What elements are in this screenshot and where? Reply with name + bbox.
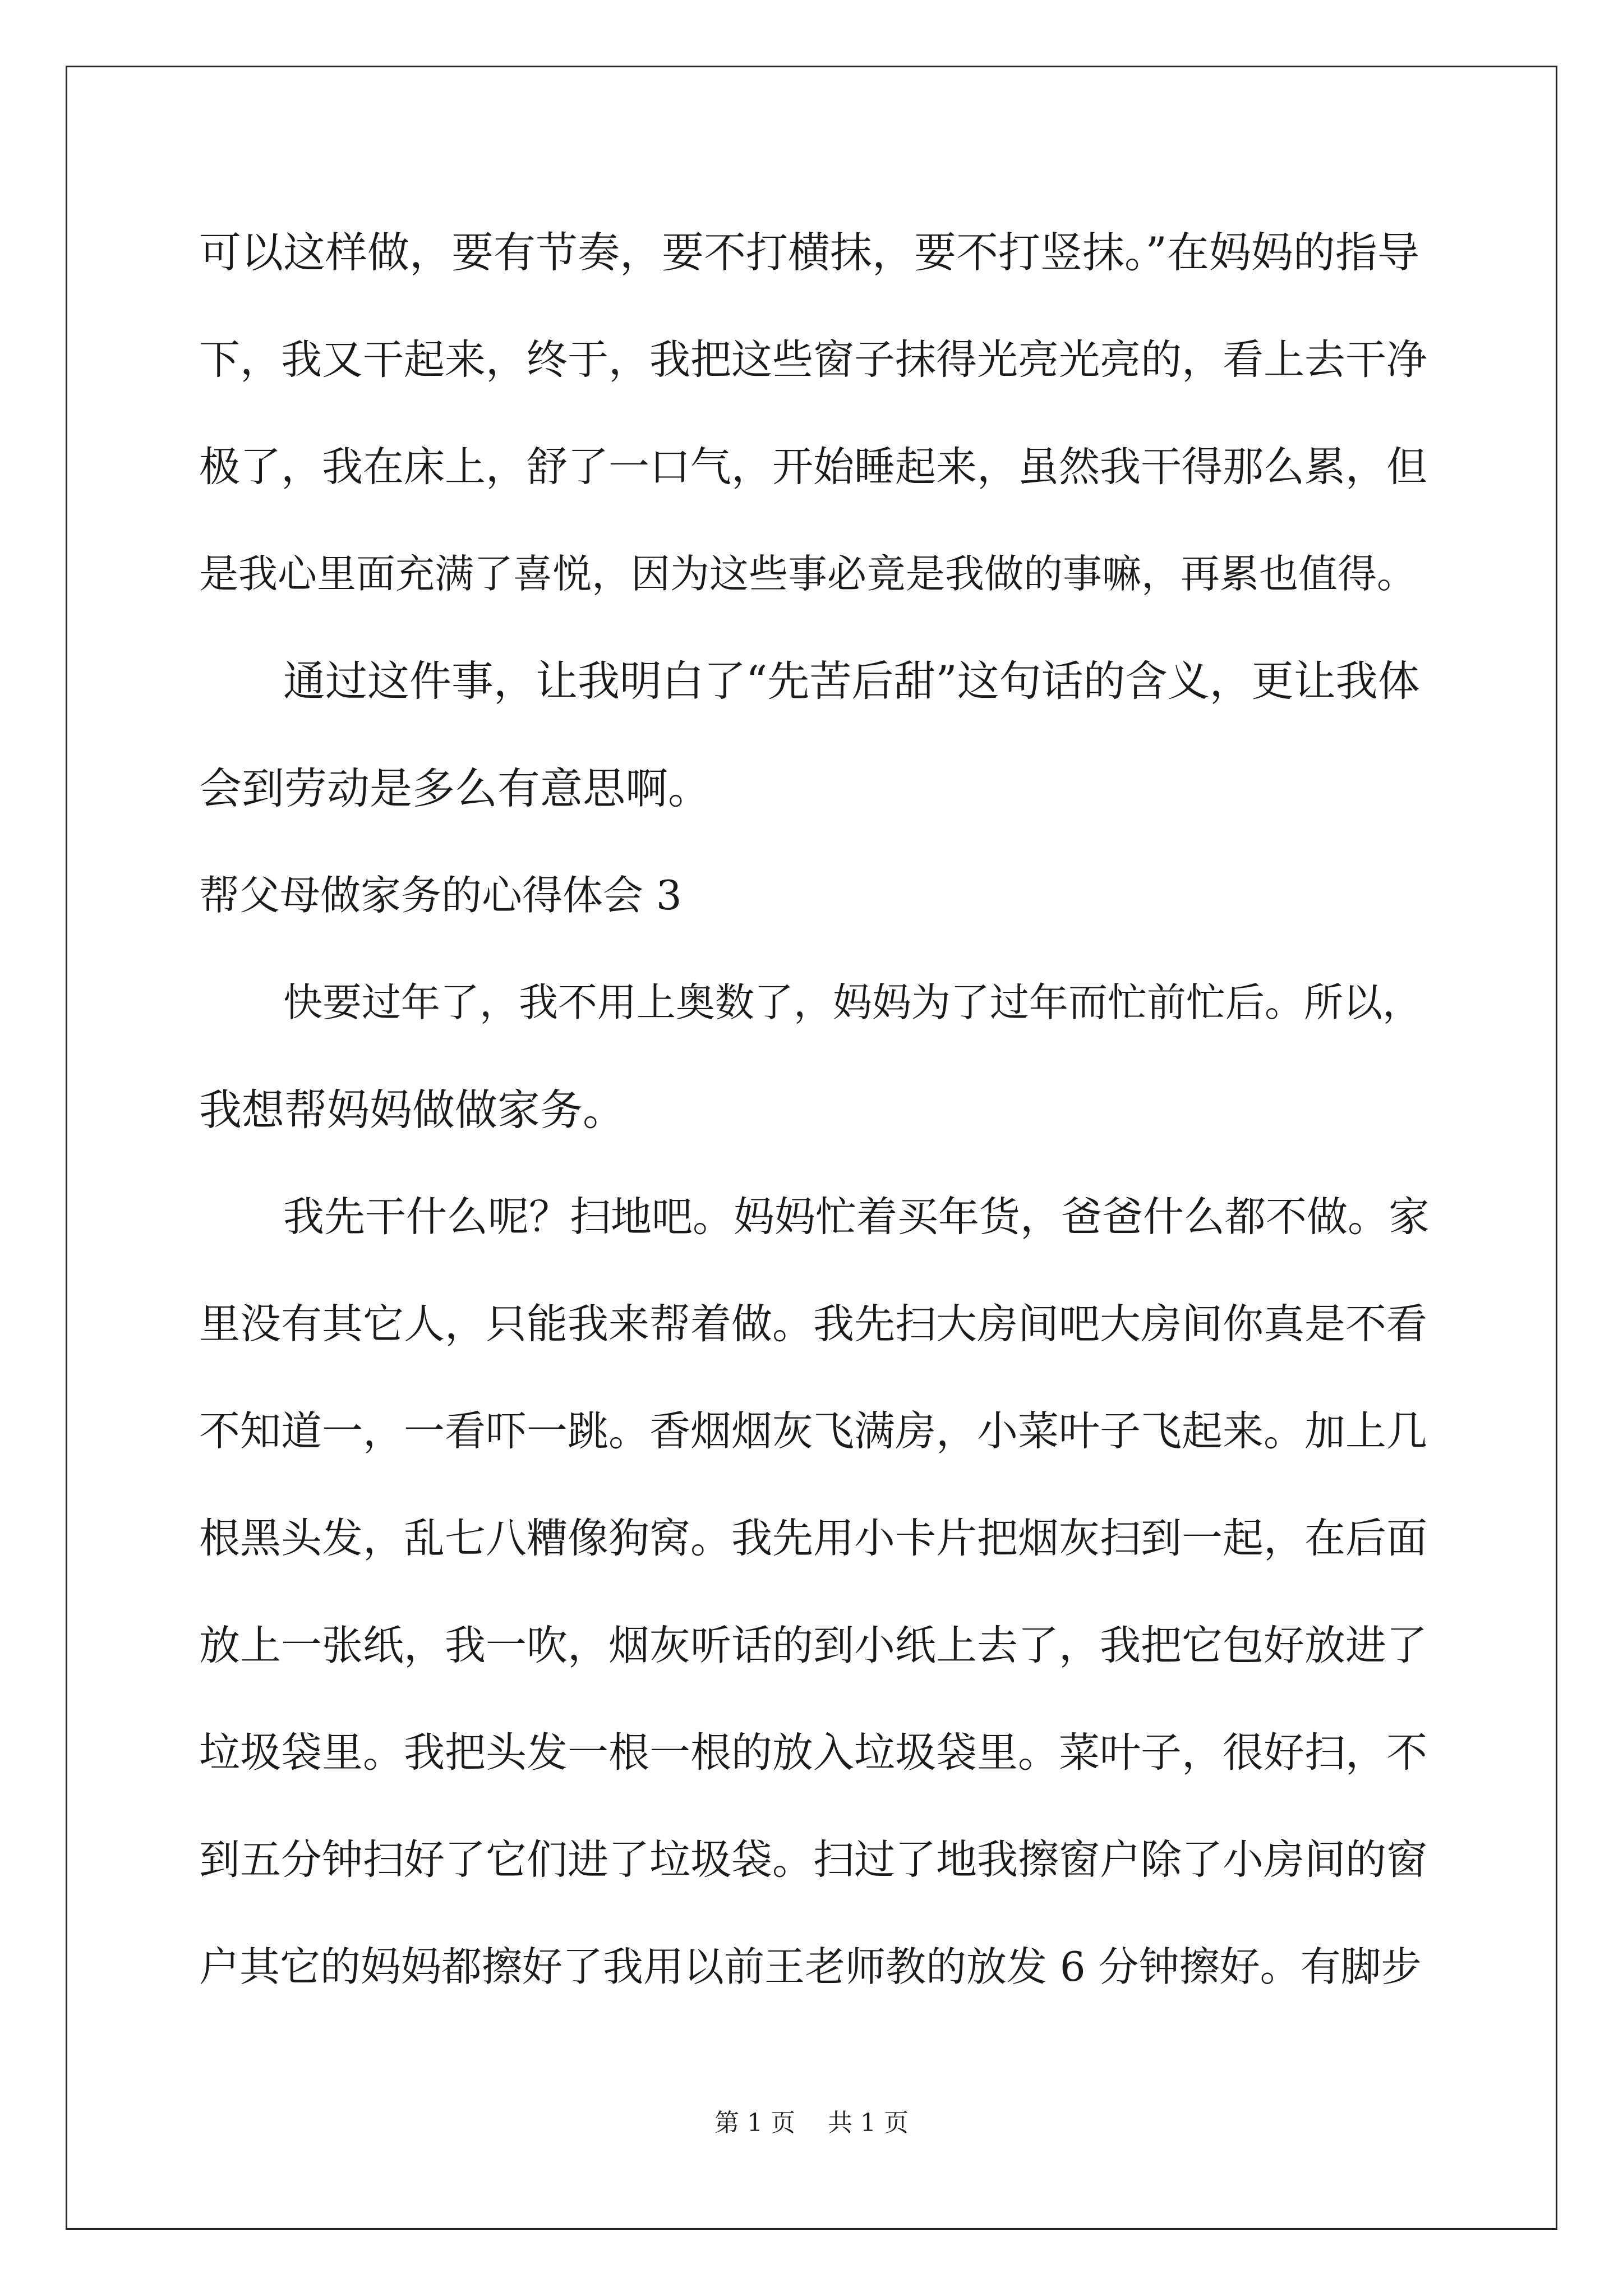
paragraph-start: 通过这件事，让我明白了“先苦后甜”这句话的含义，更让我体 [283, 656, 1420, 706]
page-footer [0, 2106, 1623, 2140]
text-line: 极了，我在床上，舒了一口气，开始睡起来，虽然我干得那么累，但 [199, 443, 1427, 491]
text-line: 户其它的妈妈都擦好了我用以前王老师教的放发 6 分钟擦好。有脚步 [199, 1943, 1422, 1990]
page-number: 第 1 页 [714, 2109, 795, 2137]
text-line: 我想帮妈妈做做家务。 [199, 1085, 625, 1135]
text-line: 下，我又干起来，终于，我把这些窗子抹得光亮光亮的，看上去干净 [199, 336, 1427, 384]
text-line: 垃圾袋里。我把头发一根一根的放入垃圾袋里。菜叶子，很好扫，不 [199, 1729, 1427, 1777]
text-line: 根黑头发，乱七八糟像狗窝。我先用小卡片把烟灰扫到一起，在后面 [199, 1515, 1427, 1562]
text-line: 不知道一，一看吓一跳。香烟烟灰飞满房，小菜叶子飞起来。加上几 [199, 1407, 1427, 1455]
section-heading: 帮父母做家务的心得体会 3 [199, 872, 682, 919]
text-line: 放上一张纸，我一吹，烟灰听话的到小纸上去了，我把它包好放进了 [199, 1622, 1427, 1669]
text-line: 里没有其它人，只能我来帮着做。我先扫大房间吧大房间你真是不看 [199, 1300, 1427, 1348]
text-line: 可以这样做，要有节奏，要不打横抹，要不打竖抹。”在妈妈的指导 [199, 228, 1419, 277]
paragraph-start: 快要过年了，我不用上奥数了，妈妈为了过年而忙前忙后。所以， [283, 979, 1422, 1025]
text-line: 会到劳动是多么有意思啊。 [199, 763, 711, 813]
text-line: 是我心里面充满了喜悦，因为这些事必竟是我做的事嘛，再累也值得。 [199, 551, 1416, 597]
paragraph-start: 我先干什么呢？扫地吧。妈妈忙着买年货，爸爸什么都不做。家 [283, 1193, 1430, 1241]
page-total: 共 1 页 [828, 2109, 909, 2137]
text-line: 到五分钟扫好了它们进了垃圾袋。扫过了地我擦窗户除了小房间的窗 [199, 1836, 1427, 1884]
document-body [199, 199, 1430, 2021]
